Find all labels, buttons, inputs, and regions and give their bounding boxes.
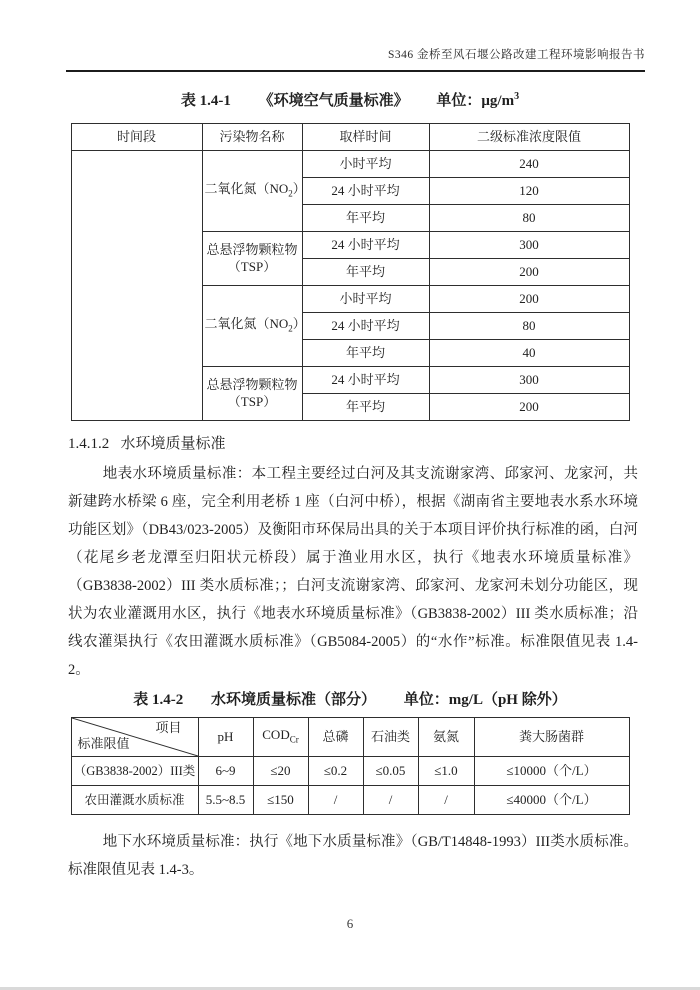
section-number: 1.4.1.2 (68, 436, 110, 452)
value-cell: ≤0.05 (363, 757, 418, 786)
col-header-coliform: 粪大肠菌群 (474, 718, 629, 757)
report-title: S346 金桥至风石堰公路改建工程环境影响报告书 (387, 49, 645, 61)
sampling-time-cell: 24 小时平均 (302, 178, 429, 205)
limit-value-cell: 120 (429, 178, 629, 205)
table2-title (0, 690, 700, 710)
value-cell: / (363, 786, 418, 815)
sampling-time-cell: 24 小时平均 (302, 232, 429, 259)
table-row (71, 757, 629, 786)
standard-label-cell: 农田灌溉水质标准 (71, 786, 198, 815)
limit-value-cell: 40 (429, 340, 629, 367)
section-heading (68, 434, 687, 454)
corner-header-cell (71, 718, 198, 757)
table1-label: 表 1.4-1 (180, 93, 231, 109)
air-quality-standard-table (71, 123, 630, 421)
sampling-time-cell: 年平均 (302, 205, 429, 232)
table1-title (0, 87, 700, 111)
limit-value-cell: 300 (429, 367, 629, 394)
water-quality-standard-table (71, 717, 630, 815)
standard-label-cell: （GB3838-2002）III类 (71, 757, 198, 786)
pollutant-cell: 总悬浮物颗粒物 （TSP） (202, 367, 302, 421)
sampling-time-cell: 24 小时平均 (302, 313, 429, 340)
limit-value-cell: 240 (429, 151, 629, 178)
col-header-pollutant: 污染物名称 (202, 124, 302, 151)
limit-value-cell: 200 (429, 286, 629, 313)
surface-water-paragraph: 地表水环境质量标准：本工程主要经过白河及其支流谢家湾、邱家河、龙家河，共新建跨水桥梁 6 座，完全利用老桥 1 座（白河中桥），根据《湖南省主要地表水系水环境功能区划》（DB43/023-2005）及衡阳市环保局出具的关于本项目评价执行标准的函，白河（花尾乡老龙潭至归阳状元桥段）属于渔业用水区，执行《地表水环境质量标准》（GB3838-2002）III 类水质标准；；白河支流谢家湾、邱家河、龙家河未划分功能区，现状为农业灌溉用水区，执行《地表水环境质量标准》（GB3838-2002）III 类水质标准；沿线农灌渠执行《农田灌溉水质标准》（GB5084-2005）的“水作”标准。标准限值见表 1.4-2。 (68, 466, 638, 678)
limit-value-cell: 300 (429, 232, 629, 259)
limit-value-cell: 80 (429, 313, 629, 340)
value-cell: / (308, 786, 363, 815)
value-cell: ≤0.2 (308, 757, 363, 786)
corner-label-limit: 标准限值 (77, 736, 130, 752)
table2-label: 表 1.4-2 (133, 692, 184, 708)
col-header-petroleum: 石油类 (363, 718, 418, 757)
pollutant-cell: 总悬浮物颗粒物 （TSP） (202, 232, 302, 286)
col-header-total-phosphorus: 总磷 (308, 718, 363, 757)
col-header-ph: pH (198, 718, 253, 757)
sampling-time-cell: 年平均 (302, 394, 429, 421)
col-header-sampling-time: 取样时间 (302, 124, 429, 151)
value-cell: 6~9 (198, 757, 253, 786)
sampling-time-cell: 24 小时平均 (302, 367, 429, 394)
value-cell: ≤10000（个/L） (474, 757, 629, 786)
col-header-cod: $COD_{Cr}$ (253, 718, 308, 757)
value-cell: ≤1.0 (418, 757, 474, 786)
groundwater-paragraph: 地下水环境质量标准：执行《地下水质量标准》（GB/T14848-1993）III类水质标准。标准限值见表 1.4-3。 (68, 834, 638, 878)
col-header-limit: 二级标准浓度限值 (429, 124, 629, 151)
sampling-time-cell: 年平均 (302, 340, 429, 367)
table1-unit: 单位：$\mu g/m^3$ (436, 91, 520, 109)
corner-label-item: 项目 (155, 720, 182, 735)
table1-name: 《环境空气质量标准》 (258, 93, 409, 109)
limit-value-cell: 200 (429, 394, 629, 421)
limit-value-cell: 80 (429, 205, 629, 232)
sampling-time-cell: 年平均 (302, 259, 429, 286)
value-cell: ≤40000（个/L） (474, 786, 629, 815)
page-header (0, 0, 700, 63)
table2-unit: 单位：mg/L（pH 除外） (403, 692, 567, 708)
header-rule (66, 70, 645, 72)
value-cell: ≤20 (253, 757, 308, 786)
limit-value-cell: 200 (429, 259, 629, 286)
time-period-cell (71, 151, 202, 421)
pollutant-cell: 二氧化氮$(NO_2)$ (202, 286, 302, 367)
sampling-time-cell: 小时平均 (302, 151, 429, 178)
sampling-time-cell: 小时平均 (302, 286, 429, 313)
table2-name: 水环境质量标准（部分） (211, 692, 377, 708)
value-cell: ≤150 (253, 786, 308, 815)
table-row (71, 786, 629, 815)
col-header-ammonia: 氨氮 (418, 718, 474, 757)
section-title: 水环境质量标准 (120, 436, 226, 452)
table-header-row (71, 718, 629, 757)
pollutant-cell: 二氧化氮$(NO_2)$ (202, 151, 302, 232)
value-cell: / (418, 786, 474, 815)
page-number: 6 (346, 916, 354, 931)
table-row (71, 151, 629, 178)
col-header-time-period: 时间段 (71, 124, 202, 151)
table-header-row (71, 124, 629, 151)
value-cell: 5.5~8.5 (198, 786, 253, 815)
